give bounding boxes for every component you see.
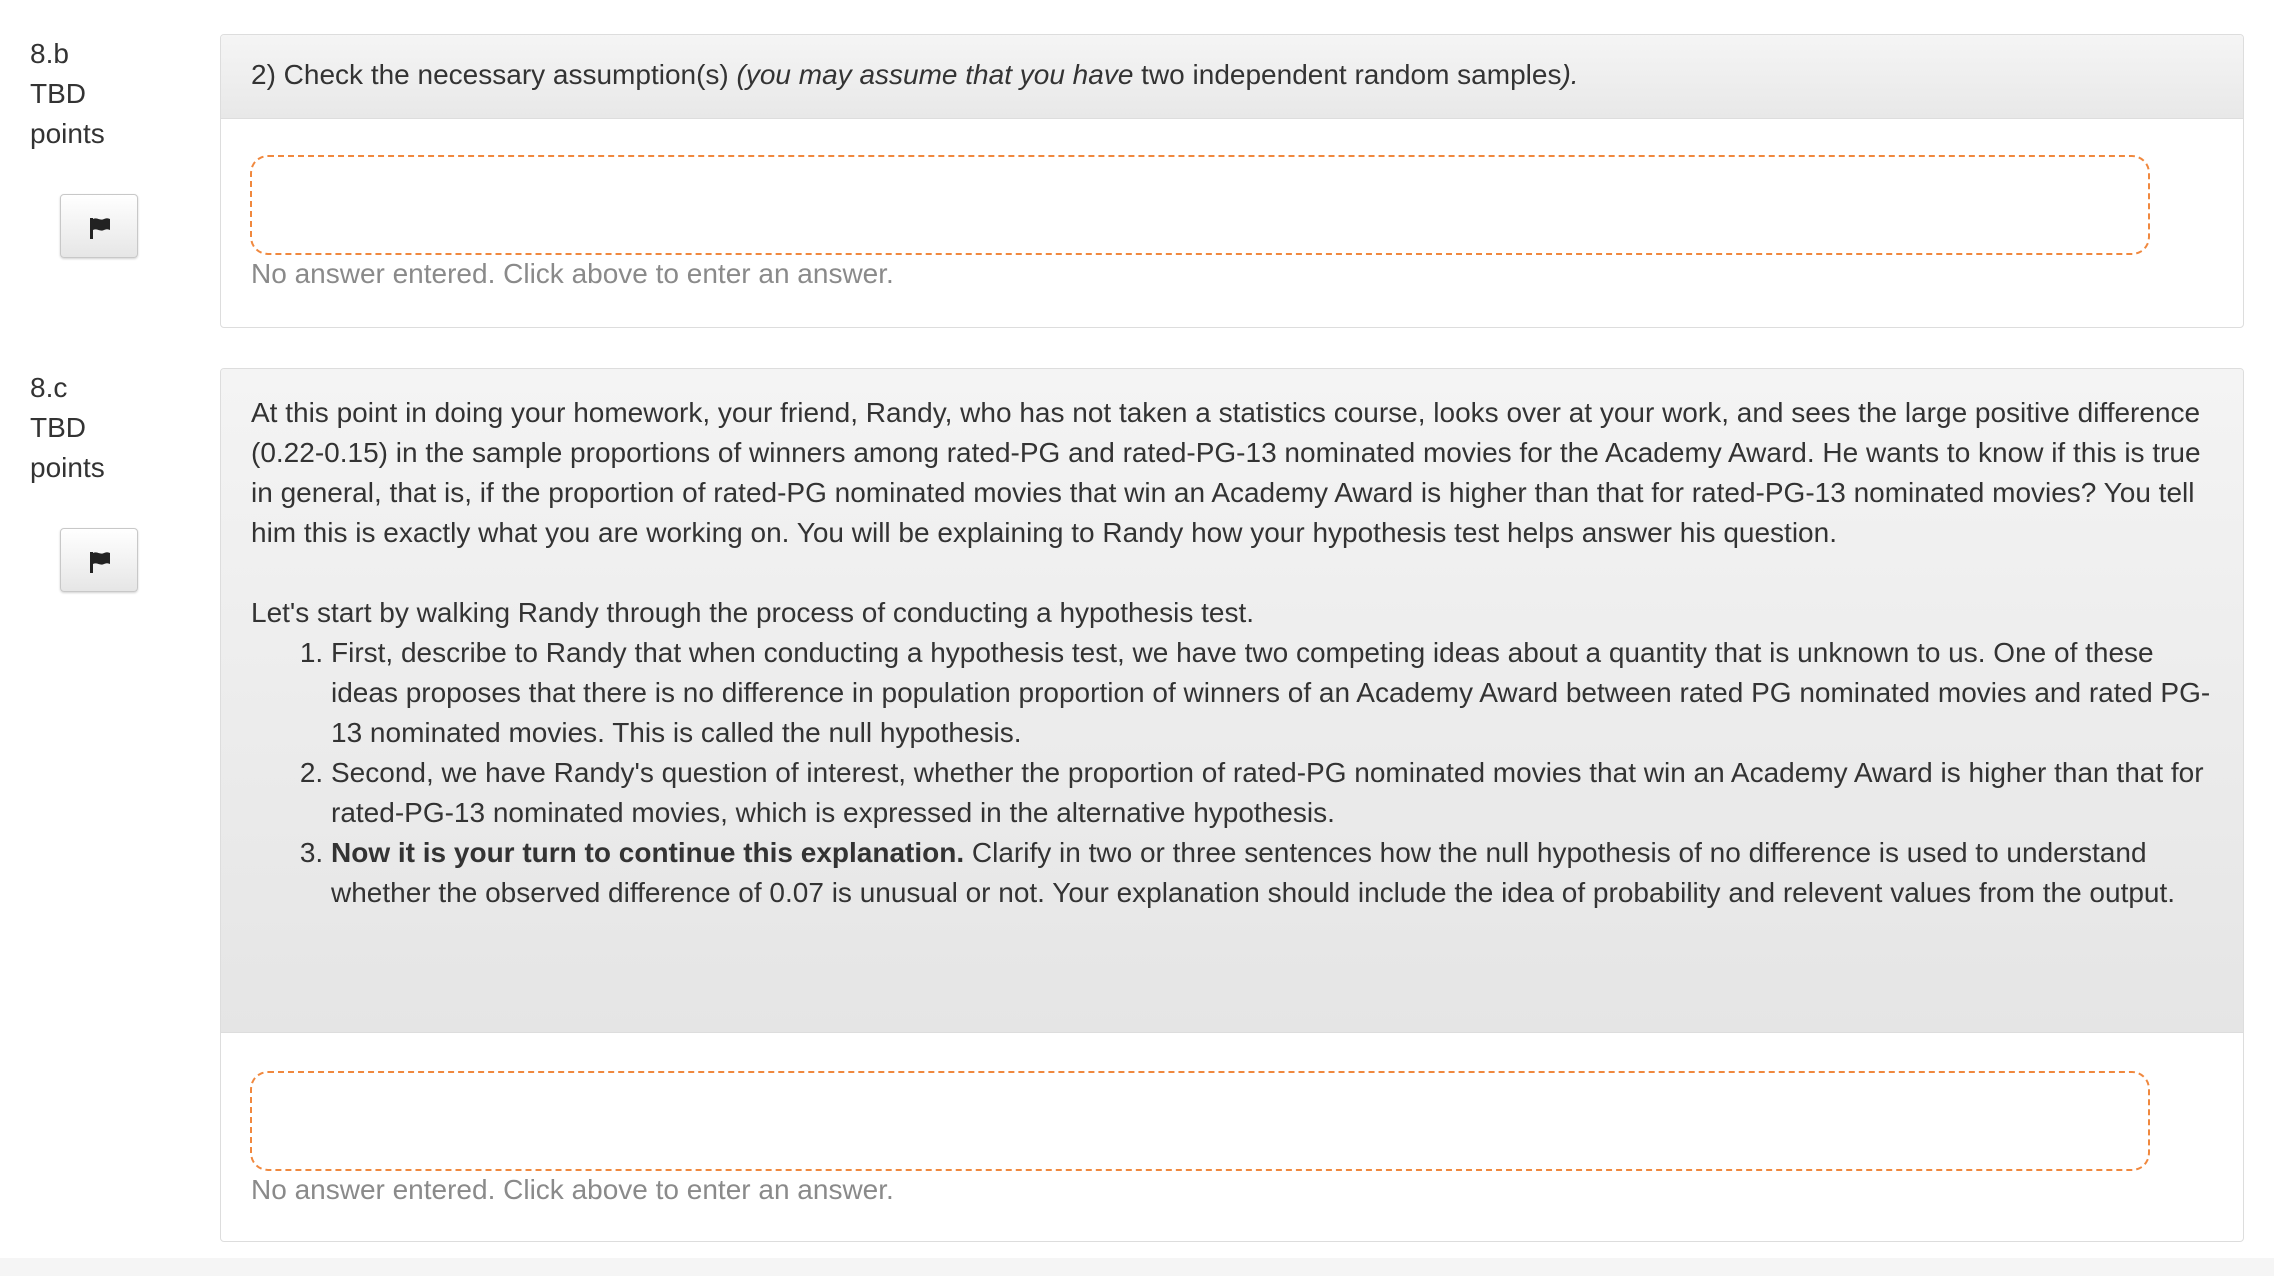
flag-question-button[interactable]: [60, 194, 138, 258]
answer-input[interactable]: [250, 1071, 2150, 1171]
answer-hint: No answer entered. Click above to enter an answer.: [251, 258, 894, 289]
question-points-value: TBD: [30, 412, 86, 443]
page-footer-strip: [0, 1258, 2274, 1276]
prompt-lead: Let's start by walking Randy through the process of conducting a hypothesis test.: [251, 597, 1255, 628]
question-meta: [30, 34, 180, 154]
question-number: 8.c: [30, 372, 68, 403]
flag-icon: [87, 215, 113, 241]
step-bold-text: Now it is your turn to continue this explanation.: [331, 837, 965, 868]
question-8b: [0, 0, 2274, 330]
prompt-text-middle: two independent random samples: [1133, 59, 1562, 90]
step-text: Second, we have Randy's question of interest, whether the proportion of rated-PG nominated movies that win an Academy Award is higher than that for rated-PG-13 nominated movies, which is expressed in the alternative hypothesis.: [331, 757, 2204, 828]
prompt-intro: At this point in doing your homework, your friend, Randy, who has not taken a statistics course, looks over at your work, and sees the large positive difference (0.22-0.15) in the sample proportions of winners among rated-PG and rated-PG-13 nominated movies for the Academy Award. He wants to know if this is true in general, that is, if the proportion of rated-PG nominated movies that win an Academy Award is higher than that for rated-PG-13 nominated movies? You tell him this is exactly what you are working on. You will be explaining to Randy how your hypothesis test helps answer his question.: [251, 397, 2201, 548]
prompt-italic-end: ).: [1561, 59, 1579, 90]
question-points-value: TBD: [30, 78, 86, 109]
question-meta: [30, 368, 180, 488]
step-text: Clarify in two or three sentences how the null hypothesis of no difference is used to understand whether the observed difference of 0.07 is unusual or not. Your explanation should include the idea of probability and relevent values from the output.: [331, 837, 2176, 908]
flag-question-button[interactable]: [60, 528, 138, 592]
question-points-label: points: [30, 118, 105, 149]
answer-layer: [220, 368, 2244, 1242]
flag-icon: [87, 549, 113, 575]
prompt-italic-text: (you may assume that you have: [736, 59, 1134, 90]
answer-hint: No answer entered. Click above to enter an answer.: [251, 1174, 894, 1205]
question-number: 8.b: [30, 38, 69, 69]
answer-input[interactable]: [250, 155, 2150, 255]
prompt-text: 2) Check the necessary assumption(s): [251, 59, 737, 90]
answer-layer: [220, 34, 2244, 328]
question-points-label: points: [30, 452, 105, 483]
step-text: First, describe to Randy that when conducting a hypothesis test, we have two competing ideas about a quantity that is unknown to us. One of these ideas proposes that there is no difference in population proportion of winners of an Academy Award between rated PG nominated movies and rated PG-13 nominated movies. This is called the null hypothesis.: [331, 637, 2211, 748]
